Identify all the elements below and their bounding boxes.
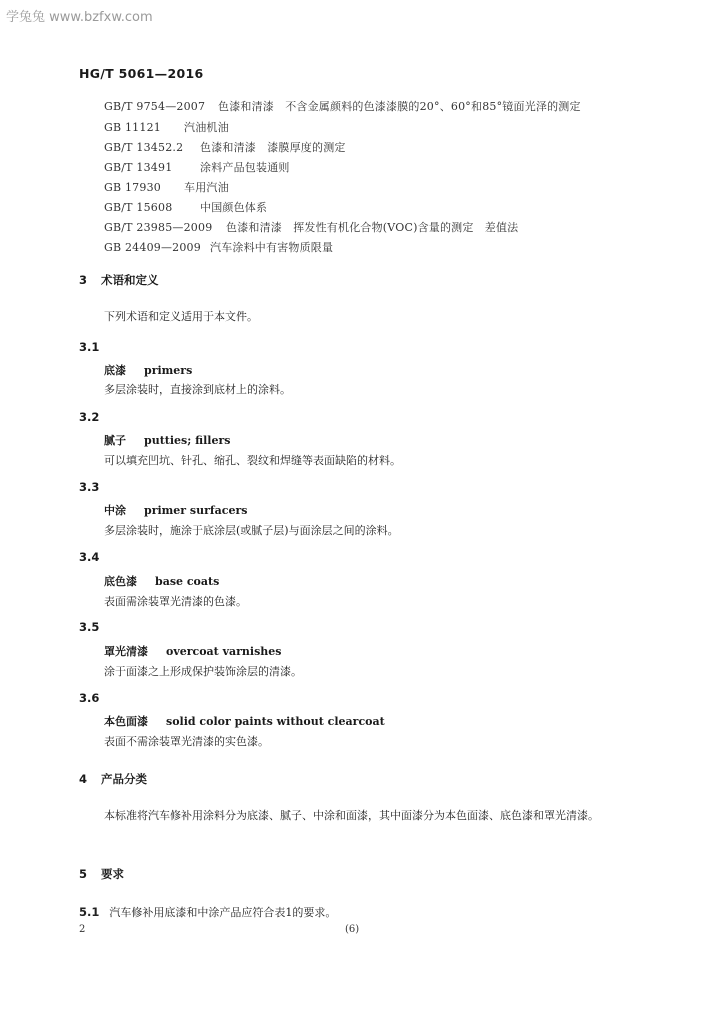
section-number: 3 (79, 273, 88, 287)
term-en: putties; fillers (144, 434, 231, 447)
reference-line (104, 179, 229, 195)
section-4-paragraph: 本标准将汽车修补用涂料分为底漆、腻子、中涂和面漆，其中面漆分为本色面漆、底色漆和罩光清漆。 (104, 809, 599, 822)
term-heading (104, 362, 192, 378)
clause-number: 5.1 (79, 905, 100, 919)
term-definition: 涂于面漆之上形成保护装饰涂层的清漆。 (104, 665, 302, 678)
term-number: 3.4 (79, 550, 100, 564)
term-en: base coats (155, 575, 220, 588)
page-number: 2 (79, 924, 86, 935)
term-definition: 多层涂装时，直接涂到底材上的涂料。 (104, 383, 291, 396)
clause-5-1 (79, 904, 336, 920)
term-heading (104, 432, 230, 448)
reference-title: 色漆和清漆 漆膜厚度的测定 (200, 141, 346, 154)
reference-code: GB/T 23985—2009 (104, 221, 213, 234)
reference-title: 车用汽油 (184, 181, 229, 194)
reference-line (104, 139, 346, 155)
term-zh: 罩光清漆 (104, 645, 148, 658)
term-zh: 底漆 (104, 364, 126, 377)
term-zh: 腻子 (104, 434, 126, 447)
section-3-intro: 下列术语和定义适用于本文件。 (104, 310, 258, 323)
term-definition: 表面不需涂装罩光清漆的实色漆。 (104, 735, 269, 748)
standard-code-header: HG/T 5061—2016 (79, 66, 204, 81)
term-zh: 底色漆 (104, 575, 137, 588)
term-zh: 本色面漆 (104, 715, 148, 728)
term-en: primer surfacers (144, 504, 248, 517)
reference-code: GB/T 9754—2007 (104, 100, 206, 113)
term-heading (104, 643, 281, 659)
term-zh: 中涂 (104, 504, 126, 517)
term-heading (104, 573, 219, 589)
term-heading (104, 713, 385, 729)
clause-text: 汽车修补用底漆和中涂产品应符合表1的要求。 (109, 906, 337, 919)
term-number: 3.1 (79, 340, 100, 354)
reference-title: 色漆和清漆 不含金属颜料的色漆漆膜的20°、60°和85°镜面光泽的测定 (218, 100, 581, 113)
watermark: 学兔兔 www.bzfxw.com (6, 10, 153, 25)
term-definition: 多层涂装时，施涂于底涂层(或腻子层)与面涂层之间的涂料。 (104, 524, 399, 537)
section-title: 术语和定义 (101, 273, 159, 287)
reference-line (104, 159, 290, 175)
reference-line (104, 239, 333, 255)
reference-title: 中国颜色体系 (200, 201, 268, 214)
term-definition: 可以填充凹坑、针孔、缩孔、裂纹和焊缝等表面缺陷的材料。 (104, 454, 401, 467)
term-number: 3.5 (79, 620, 100, 634)
reference-title: 涂料产品包装通则 (200, 161, 290, 174)
section-4-heading (79, 771, 147, 787)
reference-title: 汽油机油 (184, 121, 229, 134)
section-title: 产品分类 (101, 772, 147, 786)
section-3-heading (79, 272, 159, 288)
term-en: primers (144, 364, 193, 377)
reference-line (104, 98, 581, 114)
reference-code: GB 24409—2009 (104, 241, 201, 254)
page-center-marker: (6) (345, 924, 360, 935)
term-number: 3.2 (79, 410, 100, 424)
term-number: 3.6 (79, 691, 100, 705)
term-number: 3.3 (79, 480, 100, 494)
term-definition: 表面需涂装罩光清漆的色漆。 (104, 595, 247, 608)
reference-title: 汽车涂料中有害物质限量 (210, 241, 334, 254)
section-number: 5 (79, 867, 88, 881)
section-number: 4 (79, 772, 88, 786)
section-title: 要求 (101, 867, 124, 881)
term-heading (104, 502, 247, 518)
section-5-heading (79, 866, 124, 882)
reference-code: GB/T 13491 (104, 161, 173, 174)
reference-code: GB/T 13452.2 (104, 141, 184, 154)
reference-code: GB/T 15608 (104, 201, 173, 214)
reference-title: 色漆和清漆 挥发性有机化合物(VOC)含量的测定 差值法 (226, 221, 519, 234)
reference-line (104, 219, 518, 235)
term-en: overcoat varnishes (166, 645, 282, 658)
reference-line (104, 119, 229, 135)
reference-line (104, 199, 267, 215)
reference-code: GB 17930 (104, 181, 161, 194)
term-en: solid color paints without clearcoat (166, 715, 385, 728)
reference-code: GB 11121 (104, 121, 161, 134)
